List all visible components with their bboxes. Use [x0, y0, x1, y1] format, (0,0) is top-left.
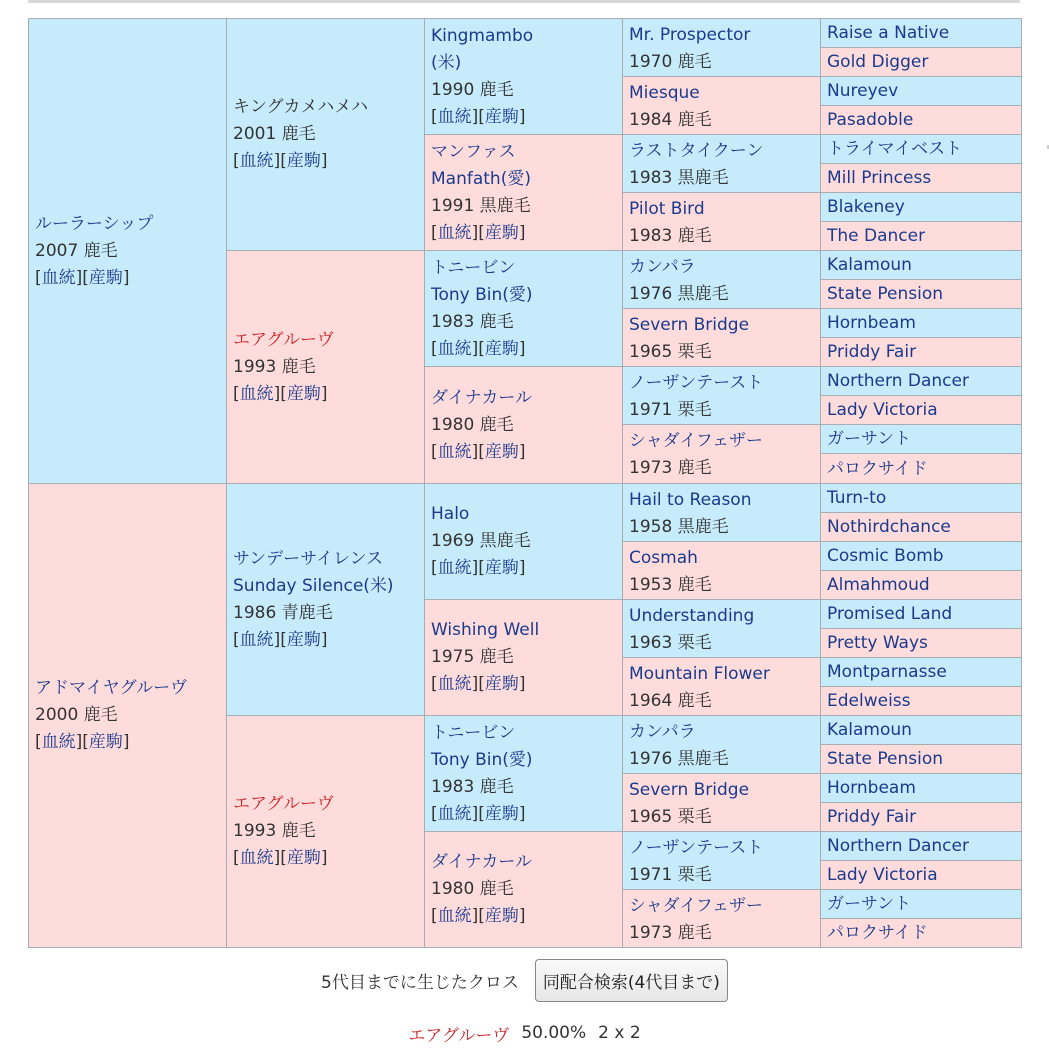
bracket: ] [320, 629, 328, 650]
horse-name-alt[interactable]: Tony Bin(愛) [431, 284, 533, 305]
pedigree-cell-g1 [28, 483, 227, 948]
bracket: ] [518, 441, 526, 462]
pedigree-links [35, 265, 226, 292]
horse-info: 1958 黒鹿毛 [629, 517, 729, 537]
horse-info: 1969 黒鹿毛 [431, 531, 531, 551]
top-divider [28, 0, 1020, 3]
horse-name[interactable]: Severn Bridge [629, 315, 750, 335]
pedigree-cell-g5 [820, 802, 1022, 832]
pedigree-cell-g4 [622, 308, 821, 367]
horse-name[interactable]: エアグルーヴ [233, 794, 334, 814]
pedigree-cell-g5 [820, 541, 1022, 571]
pedigree-cell-g3 [424, 599, 623, 716]
horse-info: 1986 青鹿毛 [233, 602, 333, 623]
pedigree-cell-g5 [820, 657, 1022, 687]
horse-name[interactable]: ラストタイクーン [629, 141, 764, 161]
horse-info: 1983 黒鹿毛 [629, 168, 729, 188]
bracket: [ [233, 848, 240, 868]
bloodline-link[interactable]: 血統 [239, 383, 274, 404]
pedigree-cell-g3 [424, 250, 623, 367]
horse-name[interactable]: トニービン [431, 722, 516, 743]
horse-name[interactable]: Wishing Well [431, 620, 540, 640]
bracket: [ [431, 558, 438, 578]
pedigree-cell-g5 [820, 889, 1022, 919]
bloodline-link[interactable]: 血統 [239, 848, 274, 868]
bracket: [ [280, 848, 287, 868]
pedigree-cell-g3 [424, 134, 623, 251]
horse-info: 1983 鹿毛 [629, 226, 712, 246]
offspring-link[interactable]: 産駒 [484, 674, 519, 694]
bracket: ] [471, 674, 479, 694]
bloodline-link[interactable]: 血統 [437, 803, 472, 824]
bracket: ] [518, 338, 526, 359]
horse-name[interactable]: パロクサイド [827, 458, 928, 479]
horse-name[interactable]: Priddy Fair [827, 807, 917, 827]
horse-name[interactable]: トライマイベスト [827, 139, 963, 159]
horse-name[interactable]: エアグルーヴ [233, 329, 334, 350]
pedigree-cell-g4 [622, 889, 821, 948]
horse-name[interactable]: Miesque [629, 83, 700, 103]
horse-name[interactable]: キングカメハメハ [233, 97, 369, 117]
bracket: ] [471, 441, 479, 462]
bloodline-link[interactable]: 血統 [437, 906, 472, 926]
horse-name[interactable]: Kingmambo [431, 25, 534, 46]
horse-name[interactable]: Hornbeam [827, 313, 916, 333]
horse-name[interactable]: マンファス [431, 141, 516, 162]
horse-name[interactable]: シャダイフェザー [629, 431, 763, 451]
pedigree-cell-g5 [820, 744, 1022, 774]
bracket: [ [431, 106, 438, 127]
pedigree-links [431, 439, 622, 466]
pedigree-cell-g3 [424, 366, 623, 484]
horse-name[interactable]: Hornbeam [827, 778, 916, 798]
pedigree-cell-g5 [820, 512, 1022, 542]
bracket: ] [518, 222, 526, 243]
bracket: ] [273, 383, 281, 404]
horse-name[interactable]: Edelweiss [827, 691, 911, 711]
horse-name[interactable]: シャダイフェザー [629, 896, 763, 916]
pedigree-cell-g3 [424, 715, 623, 832]
pedigree-cell-g5 [820, 918, 1022, 948]
bracket: ] [518, 803, 526, 824]
pedigree-cell-g4 [622, 192, 821, 251]
offspring-link[interactable]: 産駒 [484, 803, 519, 824]
bracket: [ [431, 906, 438, 926]
horse-info: 1976 黒鹿毛 [629, 284, 729, 304]
horse-info: 1965 栗毛 [629, 342, 712, 362]
pedigree-links [233, 845, 424, 872]
pedigree-cell-g4 [622, 715, 821, 774]
horse-name[interactable]: ノーザンテースト [629, 838, 764, 858]
offspring-link[interactable]: 産駒 [286, 151, 321, 171]
horse-name[interactable]: The Dancer [827, 226, 926, 246]
pedigree-links [233, 627, 424, 654]
horse-info: 1993 鹿毛 [233, 356, 316, 377]
horse-info: 1963 栗毛 [629, 633, 712, 653]
bracket: [ [478, 338, 485, 359]
horse-info: 1971 栗毛 [629, 865, 712, 885]
pedigree-cell-g5 [820, 686, 1022, 716]
bracket: ] [273, 629, 281, 650]
pedigree-cell-g3 [424, 18, 623, 135]
horse-name[interactable]: Cosmic Bomb [827, 546, 944, 566]
offspring-link[interactable]: 産駒 [286, 848, 321, 868]
horse-name[interactable]: Nothirdchance [827, 517, 951, 537]
horse-info: 1993 鹿毛 [233, 821, 316, 841]
pedigree-cell-g5 [820, 163, 1022, 193]
horse-info: 1980 鹿毛 [431, 414, 514, 435]
horse-info: 1973 鹿毛 [629, 923, 712, 943]
offspring-link[interactable]: 産駒 [484, 441, 519, 462]
pedigree-cell-g5 [820, 366, 1022, 396]
horse-name[interactable]: Hail to Reason [629, 490, 752, 510]
horse-name[interactable]: Blakeney [827, 197, 905, 217]
bracket: ] [471, 106, 479, 127]
pedigree-cell-g4 [622, 831, 821, 890]
horse-name-alt[interactable]: Sunday Silence(米) [233, 575, 394, 596]
bloodline-link[interactable]: 血統 [437, 558, 472, 578]
horse-name[interactable]: Northern Dancer [827, 371, 969, 391]
horse-name[interactable]: カンパラ [629, 257, 696, 277]
bracket: ] [122, 732, 130, 752]
horse-name[interactable]: カンパラ [629, 722, 696, 742]
bracket: [ [280, 151, 287, 171]
bracket: ] [122, 267, 130, 288]
pedigree-links [431, 671, 622, 698]
bracket: [ [233, 383, 240, 404]
horse-name[interactable]: Kalamoun [827, 255, 912, 275]
horse-name[interactable]: ノーザンテースト [629, 373, 764, 393]
pedigree-cell-g2 [226, 250, 425, 484]
bracket: ] [471, 222, 479, 243]
cross-horse-link[interactable]: エアグルーヴ [408, 1025, 510, 1046]
horse-name[interactable]: ガーサント [827, 894, 912, 914]
bracket: [ [82, 267, 89, 288]
bracket: ] [471, 338, 479, 359]
offspring-link[interactable]: 産駒 [286, 383, 321, 404]
horse-name[interactable]: Pasadoble [827, 110, 914, 130]
pedigree-cell-g3 [424, 483, 623, 600]
bloodline-link[interactable]: 血統 [437, 441, 472, 462]
pedigree-cell-g5 [820, 831, 1022, 861]
pedigree-cell-g4 [622, 18, 821, 77]
bracket: ] [518, 106, 526, 127]
horse-name[interactable]: ダイナカール [431, 852, 532, 872]
horse-name-alt[interactable]: Tony Bin(愛) [431, 749, 533, 770]
bracket: [ [478, 674, 485, 694]
horse-info: 1953 鹿毛 [629, 575, 712, 595]
bracket: [ [233, 151, 240, 171]
pedigree-cell-g4 [622, 483, 821, 542]
bracket: ] [518, 906, 526, 926]
pedigree-cell-g2 [226, 715, 425, 948]
offspring-link[interactable]: 産駒 [484, 338, 519, 359]
bracket: [ [478, 222, 485, 243]
pedigree-cell-g5 [820, 76, 1022, 106]
pedigree-cell-g5 [820, 715, 1022, 745]
pedigree-cell-g5 [820, 773, 1022, 803]
bracket: [ [82, 732, 89, 752]
horse-name[interactable]: Severn Bridge [629, 780, 750, 800]
bracket: ] [320, 151, 328, 171]
horse-info: 2001 鹿毛 [233, 124, 316, 144]
pedigree-cell-g5 [820, 424, 1022, 454]
horse-name[interactable]: Lady Victoria [827, 865, 938, 885]
horse-name[interactable]: Lady Victoria [827, 400, 938, 420]
pedigree-cell-g4 [622, 250, 821, 309]
pedigree-links [233, 148, 424, 175]
same-mating-search-button[interactable]: 同配合検索(4代目まで) [535, 959, 728, 1002]
pedigree-cell-g4 [622, 541, 821, 600]
pedigree-cell-g5 [820, 250, 1022, 280]
bloodline-link[interactable]: 血統 [41, 732, 76, 752]
pedigree-cell-g5 [820, 105, 1022, 135]
pedigree-cell-g2 [226, 483, 425, 716]
bracket: [ [280, 629, 287, 650]
horse-name[interactable]: ガーサント [827, 429, 912, 449]
horse-name[interactable]: Promised Land [827, 604, 953, 624]
pedigree-links [431, 555, 622, 582]
bracket: [ [431, 674, 438, 694]
pedigree-links [35, 729, 226, 756]
horse-info: 1971 栗毛 [629, 400, 712, 420]
bracket: [ [478, 106, 485, 127]
pedigree-links [431, 336, 622, 363]
cross-label: 5代目までに生じたクロス [321, 972, 519, 993]
horse-info: 2007 鹿毛 [35, 240, 118, 261]
bracket: ] [320, 848, 328, 868]
bracket: [ [478, 803, 485, 824]
horse-name[interactable]: Priddy Fair [827, 342, 917, 362]
cross-pattern: 2 x 2 [598, 1023, 641, 1043]
pedigree-links [431, 903, 622, 930]
offspring-link[interactable]: 産駒 [88, 267, 123, 288]
pedigree-cell-g5 [820, 47, 1022, 77]
horse-info: 1970 鹿毛 [629, 52, 712, 72]
bracket: ] [273, 151, 281, 171]
horse-name[interactable]: Understanding [629, 606, 755, 626]
horse-info: 1975 鹿毛 [431, 647, 514, 667]
horse-name[interactable]: Almahmoud [827, 575, 930, 595]
bracket: ] [471, 803, 479, 824]
offspring-link[interactable]: 産駒 [484, 906, 519, 926]
horse-name[interactable]: ルーラーシップ [35, 213, 154, 234]
horse-name[interactable]: Northern Dancer [827, 836, 969, 856]
bloodline-link[interactable]: 血統 [239, 629, 274, 650]
bloodline-link[interactable]: 血統 [437, 338, 472, 359]
horse-name[interactable]: Raise a Native [827, 23, 950, 43]
pedigree-cell-g4 [622, 773, 821, 832]
pedigree-cell-g5 [820, 395, 1022, 425]
pedigree-cell-g5 [820, 308, 1022, 338]
horse-info: 1983 鹿毛 [431, 776, 514, 797]
horse-name-alt[interactable]: (米) [431, 52, 462, 73]
pedigree-cell-g5 [820, 483, 1022, 513]
bracket: ] [273, 848, 281, 868]
horse-name[interactable]: Pretty Ways [827, 633, 928, 653]
pedigree-cell-g1 [28, 18, 227, 484]
pedigree-cell-g3 [424, 831, 623, 948]
cross-percent: 50.00% [521, 1023, 587, 1043]
pedigree-cell-g5 [820, 192, 1022, 222]
pedigree-cell-g5 [820, 279, 1022, 309]
horse-name[interactable]: Gold Digger [827, 52, 929, 72]
horse-name[interactable]: Nureyev [827, 81, 899, 101]
bloodline-link[interactable]: 血統 [437, 222, 472, 243]
pedigree-cell-g5 [820, 18, 1022, 48]
bracket: ] [75, 267, 83, 288]
cross-result [0, 1018, 1049, 1048]
horse-name[interactable]: トニービン [431, 257, 516, 278]
horse-name[interactable]: Halo [431, 504, 470, 524]
bracket: [ [478, 558, 485, 578]
offspring-link[interactable]: 産駒 [484, 222, 519, 243]
horse-name[interactable]: Kalamoun [827, 720, 912, 740]
horse-info: 1983 鹿毛 [431, 311, 514, 332]
bracket: [ [478, 441, 485, 462]
bracket: ] [471, 906, 479, 926]
bracket: ] [518, 558, 526, 578]
horse-info: 1991 黒鹿毛 [431, 195, 531, 216]
bloodline-link[interactable]: 血統 [239, 151, 274, 171]
horse-name[interactable]: Turn-to [827, 488, 887, 508]
horse-name-alt[interactable]: Manfath(愛) [431, 168, 531, 189]
pedigree-cell-g4 [622, 599, 821, 658]
bracket: [ [431, 338, 438, 359]
horse-name[interactable]: サンデーサイレンス [233, 548, 384, 569]
cross-bar [0, 960, 1049, 1000]
horse-name[interactable]: Cosmah [629, 548, 698, 568]
horse-name[interactable]: State Pension [827, 284, 944, 304]
pedigree-cell-g2 [226, 18, 425, 251]
horse-name[interactable]: Mountain Flower [629, 664, 770, 684]
horse-name[interactable]: Pilot Bird [629, 199, 705, 219]
bracket: [ [431, 222, 438, 243]
bracket: [ [431, 441, 438, 462]
pedigree-cell-g5 [820, 570, 1022, 600]
pedigree-table [28, 18, 1021, 947]
pedigree-cell-g5 [820, 628, 1022, 658]
pedigree-cell-g5 [820, 860, 1022, 890]
bracket: [ [35, 267, 42, 288]
pedigree-cell-g4 [622, 657, 821, 716]
horse-info: 1980 鹿毛 [431, 879, 514, 899]
horse-name[interactable]: Mill Princess [827, 168, 932, 188]
pedigree-links [431, 220, 622, 247]
bracket: [ [478, 906, 485, 926]
pedigree-links [233, 381, 424, 408]
pedigree-cell-g5 [820, 134, 1022, 164]
pedigree-cell-g4 [622, 424, 821, 484]
offspring-link[interactable]: 産駒 [484, 106, 519, 127]
bracket: [ [233, 629, 240, 650]
pedigree-cell-g5 [820, 453, 1022, 484]
bloodline-link[interactable]: 血統 [437, 106, 472, 127]
pedigree-cell-g4 [622, 134, 821, 193]
bracket: [ [431, 803, 438, 824]
horse-name[interactable]: アドマイヤグルーヴ [35, 678, 188, 698]
bracket: ] [320, 383, 328, 404]
horse-info: 1973 鹿毛 [629, 458, 712, 478]
pedigree-cell-g4 [622, 76, 821, 135]
bracket: [ [35, 732, 42, 752]
horse-name[interactable]: State Pension [827, 749, 944, 769]
pedigree-cell-g5 [820, 221, 1022, 251]
pedigree-links [431, 104, 622, 131]
horse-info: 2000 鹿毛 [35, 705, 118, 725]
pedigree-cell-g5 [820, 599, 1022, 629]
horse-info: 1984 鹿毛 [629, 110, 712, 130]
pedigree-cell-g5 [820, 337, 1022, 367]
pedigree-cell-g4 [622, 366, 821, 425]
horse-name[interactable]: ダイナカール [431, 387, 532, 408]
bracket: ] [471, 558, 479, 578]
horse-name[interactable]: Mr. Prospector [629, 25, 751, 45]
pedigree-links [431, 801, 622, 828]
horse-info: 1965 栗毛 [629, 807, 712, 827]
bracket: [ [280, 383, 287, 404]
offspring-link[interactable]: 産駒 [286, 629, 321, 650]
bracket: ] [75, 732, 83, 752]
bracket: ] [518, 674, 526, 694]
bloodline-link[interactable]: 血統 [437, 674, 472, 694]
offspring-link[interactable]: 産駒 [88, 732, 123, 752]
bloodline-link[interactable]: 血統 [41, 267, 76, 288]
horse-info: 1964 鹿毛 [629, 691, 712, 711]
horse-name[interactable]: Montparnasse [827, 662, 947, 682]
horse-info: 1976 黒鹿毛 [629, 749, 729, 769]
horse-info: 1990 鹿毛 [431, 79, 514, 100]
horse-name[interactable]: パロクサイド [827, 923, 928, 943]
offspring-link[interactable]: 産駒 [484, 558, 519, 578]
